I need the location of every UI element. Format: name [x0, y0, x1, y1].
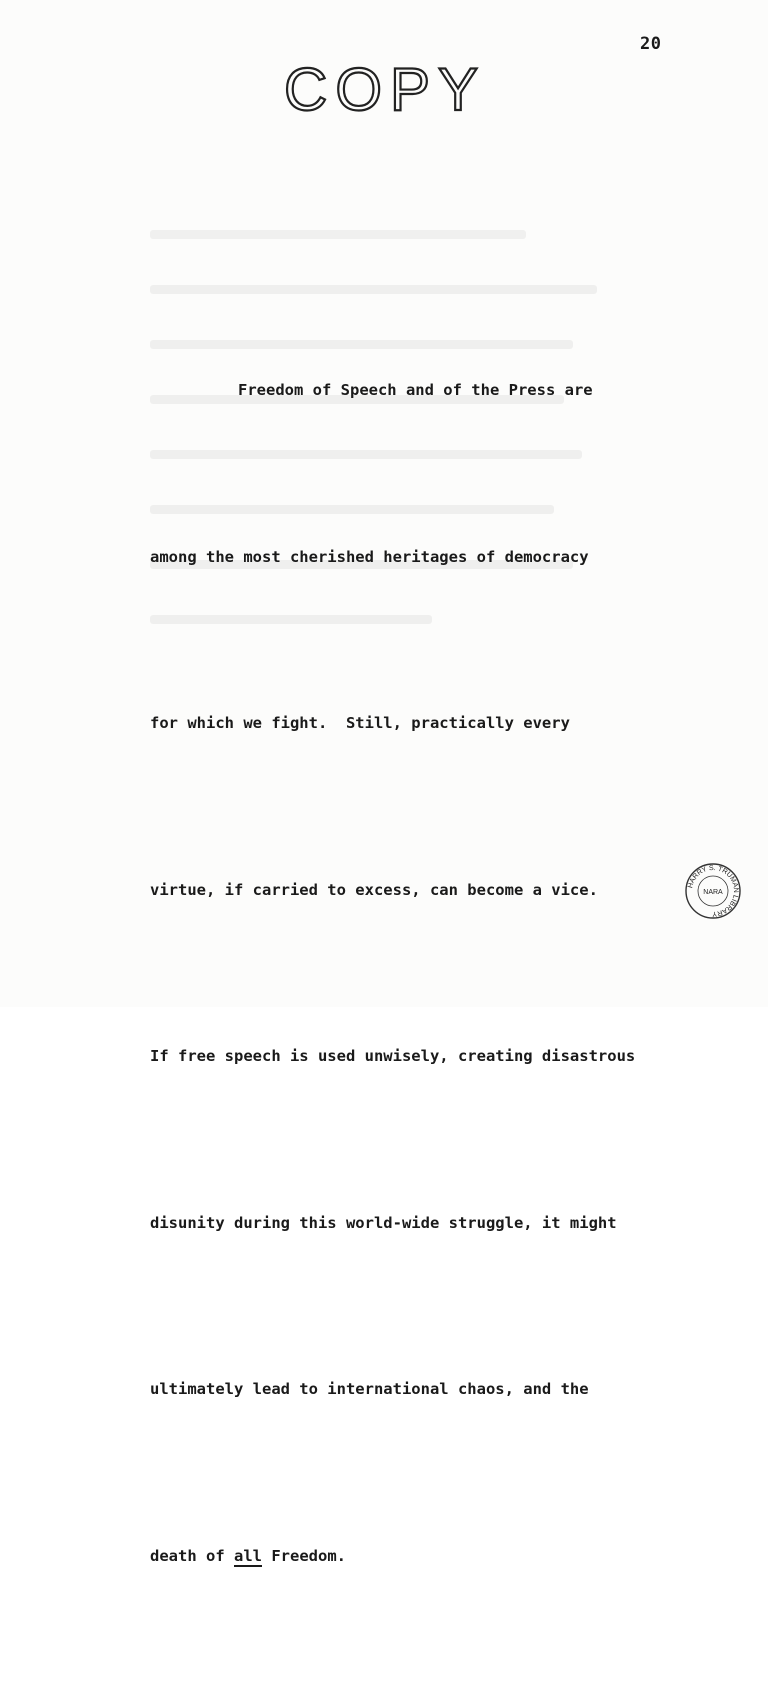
underlined-word: all: [234, 1546, 262, 1565]
paragraph-line: virtue, if carried to excess, can become a vice.: [150, 880, 598, 899]
paragraph-line: disunity during this world-wide struggle, it might: [150, 1213, 617, 1232]
paragraph-final-line: [150, 1529, 670, 1585]
copy-stamp: [282, 56, 494, 123]
final-line-start: death of: [150, 1546, 234, 1565]
library-stamp-inner-text: NARA: [703, 889, 723, 896]
library-stamp: [684, 862, 742, 920]
typed-paragraph: [150, 252, 670, 1695]
library-stamp-outer-text: HARRY S. TRUMAN LIBRARY: [687, 864, 740, 918]
paragraph-line: ultimately lead to international chaos, and the: [150, 1380, 589, 1398]
paragraph-line: If free speech is used unwisely, creating disastrous: [150, 1047, 636, 1065]
paragraph-line: for which we fight. Still, practically every: [150, 714, 570, 732]
paragraph-line: among the most cherished heritages of democracy: [150, 547, 589, 566]
paragraph-line: Freedom of Speech and of the Press are: [238, 381, 593, 399]
final-line-end: Freedom.: [262, 1546, 346, 1565]
page-number: 20: [640, 34, 662, 54]
copy-stamp-text: COPY: [284, 56, 487, 123]
